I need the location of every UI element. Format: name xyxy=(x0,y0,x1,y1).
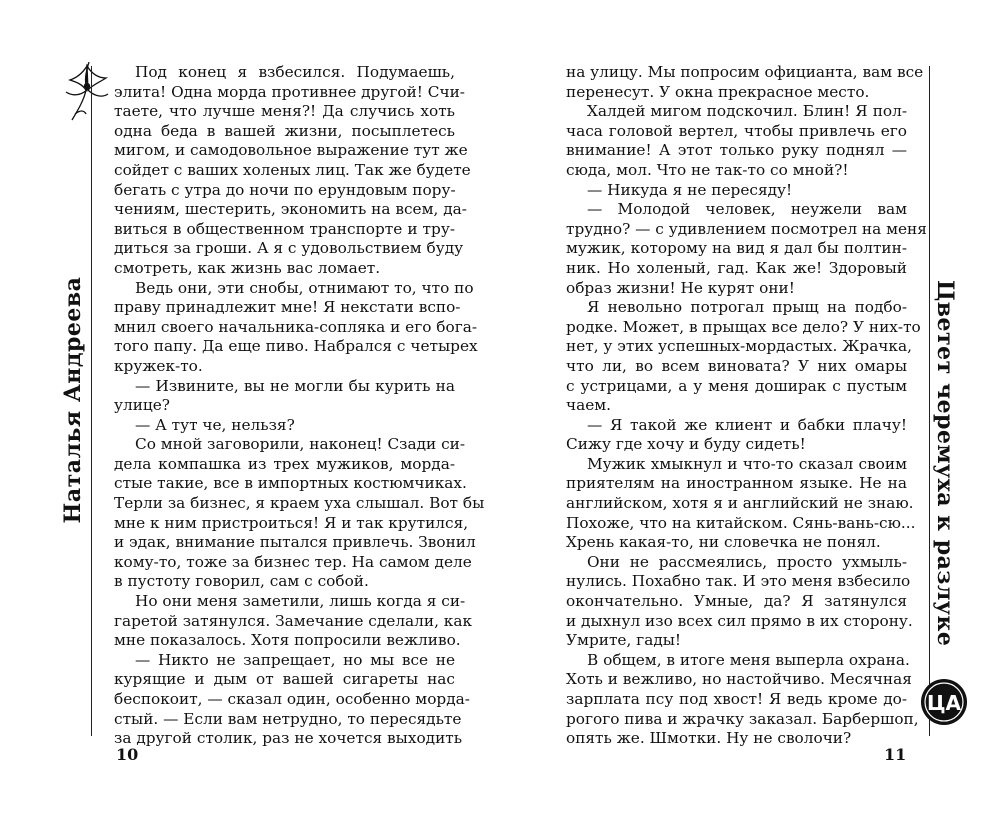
text-line: опять же. Шмотки. Ну не сволочи? xyxy=(566,729,852,748)
text-line: элита! Одна морда противнее другой! Счи- xyxy=(114,82,465,101)
text-line: Терли за бизнес, я краем уха слышал. Вот бы xyxy=(114,494,485,513)
text-line: одна беда в вашей жизни, посыплетесь xyxy=(114,121,455,140)
text-line: чениям, шестерить, экономить на всем, да- xyxy=(114,200,467,219)
text-line: Умрите, гады! xyxy=(566,631,682,650)
text-line: кружек-то. xyxy=(114,356,203,375)
text-line: беспокоит, — сказал один, особенно морда- xyxy=(114,690,470,708)
text-line: мне показалось. Хотя попросили вежливо. xyxy=(114,631,461,650)
margin-rule xyxy=(91,66,92,736)
text-line: Халдей мигом подскочил. Блин! Я пол- xyxy=(587,102,907,121)
text-line: Хрень какая-то, ни словечка не понял. xyxy=(566,533,881,552)
text-line: Но они меня заметили, лишь когда я си- xyxy=(135,592,466,611)
text-line: бегать с утра до ночи по ерундовым пору- xyxy=(114,180,456,199)
text-line: праву принадлежит мне! Я некстати вспо- xyxy=(114,298,461,317)
text-line: Хоть и вежливо, но настойчиво. Месячная xyxy=(566,670,912,689)
publisher-logo-text: ЦА xyxy=(926,691,962,715)
text-line: дела компашка из трех мужиков, мордa- xyxy=(114,454,455,473)
text-line: — Никто не запрещает, но мы все не xyxy=(135,650,455,669)
text-line: стые такие, все в импортных костюмчиках. xyxy=(114,474,467,493)
text-line: мне к ним пристроиться! Я и так крутился, xyxy=(114,513,469,532)
text-line: родке. Может, в прыщах все дело? У них-то xyxy=(566,317,921,336)
text-line: трудно? — с удивлением посмотрел на меня xyxy=(566,219,927,238)
text-line: на улицу. Мы попросим официанта, вам все xyxy=(566,63,924,81)
text-line: улице? xyxy=(114,396,171,415)
text-line: сюда, мол. Что не так-то со мной?! xyxy=(566,160,849,179)
text-line: гаретой затянулся. Замечание сделали, как xyxy=(114,611,473,630)
text-line: — Никуда я не пересяду! xyxy=(587,180,793,199)
text-line: — Молодой человек, неужели вам xyxy=(587,200,907,219)
floral-ornament-icon xyxy=(62,58,112,126)
text-line: стый. — Если вам нетрудно, то пересядьте xyxy=(114,709,462,728)
text-line: английском, хотя я и английский не знаю. xyxy=(566,494,914,513)
left-page-text xyxy=(114,63,485,749)
text-line: нет, у этих успешных-мордастых. Жрачка, xyxy=(566,337,912,356)
publisher-logo xyxy=(920,678,968,726)
text-line: Сижу где хочу и буду сидеть! xyxy=(566,435,806,454)
text-line: Мужик хмыкнул и что-то сказал своим xyxy=(587,454,907,473)
right-page-text xyxy=(566,63,927,749)
text-line: за другой столик, раз не хочется выходить xyxy=(114,729,463,748)
title-running-head: Цветет черемуха к разлуке xyxy=(932,280,958,647)
page-number: 10 xyxy=(116,745,139,764)
text-line: приятелям на иностранном языке. Не на xyxy=(566,474,907,493)
text-line: диться за гроши. А я с удовольствием буду xyxy=(114,239,464,258)
text-line: мигом, и самодовольное выражение тут же xyxy=(114,141,468,160)
text-line: смотреть, как жизнь вас ломает. xyxy=(114,258,381,277)
text-line: нулись. Похабно так. И это меня взбесило xyxy=(566,572,911,591)
text-line: рогого пива и жрачку заказал. Барбершоп, xyxy=(566,709,919,728)
text-line: внимание! А этот только руку поднял — xyxy=(566,141,907,160)
text-line: — А тут че, нельзя? xyxy=(135,415,295,434)
page-number: 11 xyxy=(884,745,907,764)
text-line: мужик, которому на вид я дал бы полтин- xyxy=(566,239,907,258)
text-line: таете, что лучше меня?! Да случись хоть xyxy=(114,102,455,121)
text-line: и дыхнул изо всех сил прямо в их сторону. xyxy=(566,611,913,630)
text-line: и эдак, внимание пытался привлечь. Звонил xyxy=(114,533,476,552)
text-line: образ жизни! Не курят они! xyxy=(566,278,795,297)
text-line: Похоже, что на китайском. Сянь-вань-сю... xyxy=(566,513,916,532)
text-line: курящие и дым от вашей сигареты нас xyxy=(114,670,455,689)
text-line: Со мной заговорили, наконец! Сзади си- xyxy=(135,435,466,454)
right-page xyxy=(500,0,1000,824)
text-line: перенесут. У окна прекрасное место. xyxy=(566,82,870,101)
text-line: ник. Но холеный, гад. Как же! Здоровый xyxy=(566,258,907,277)
text-line: Я невольно потрогал прыщ на подбо- xyxy=(587,298,907,317)
text-line: зарплата псу под хвост! Я ведь кроме до- xyxy=(566,690,907,708)
text-line: Они не рассмеялись, просто ухмыль- xyxy=(587,552,907,571)
text-line: часа головой вертел, чтобы привлечь его xyxy=(566,121,907,140)
text-line: окончательно. Умные, да? Я затянулся xyxy=(566,592,907,611)
text-line: — Извините, вы не могли бы курить на xyxy=(135,376,455,395)
text-line: Под конец я взбесился. Подумаешь, xyxy=(135,63,455,81)
text-line: — Я такой же клиент и бабки плачу! xyxy=(587,415,907,434)
text-line: Ведь они, эти снобы, отнимают то, что по xyxy=(135,278,474,297)
text-line: виться в общественном транспорте и тру- xyxy=(114,219,455,238)
text-line: В общем, в итоге меня выперла охрана. xyxy=(587,650,910,669)
text-line: чаем. xyxy=(566,396,612,415)
text-line: мнил своего начальника-сопляка и его бога- xyxy=(114,317,478,336)
text-line: того папу. Да еще пиво. Набрался с четырех xyxy=(114,337,478,356)
margin-rule xyxy=(929,66,930,736)
text-line: кому-то, тоже за бизнес тер. На самом деле xyxy=(114,552,472,571)
author-running-head: Наталья Андреева xyxy=(60,276,86,524)
text-line: сойдет с ваших холеных лиц. Так же будете xyxy=(114,160,471,179)
text-line: в пустоту говорил, сам с собой. xyxy=(114,572,369,591)
text-line: с устрицами, а у меня доширак с пустым xyxy=(566,376,907,395)
text-line: что ли, во всем виновата? У них омары xyxy=(566,356,907,375)
